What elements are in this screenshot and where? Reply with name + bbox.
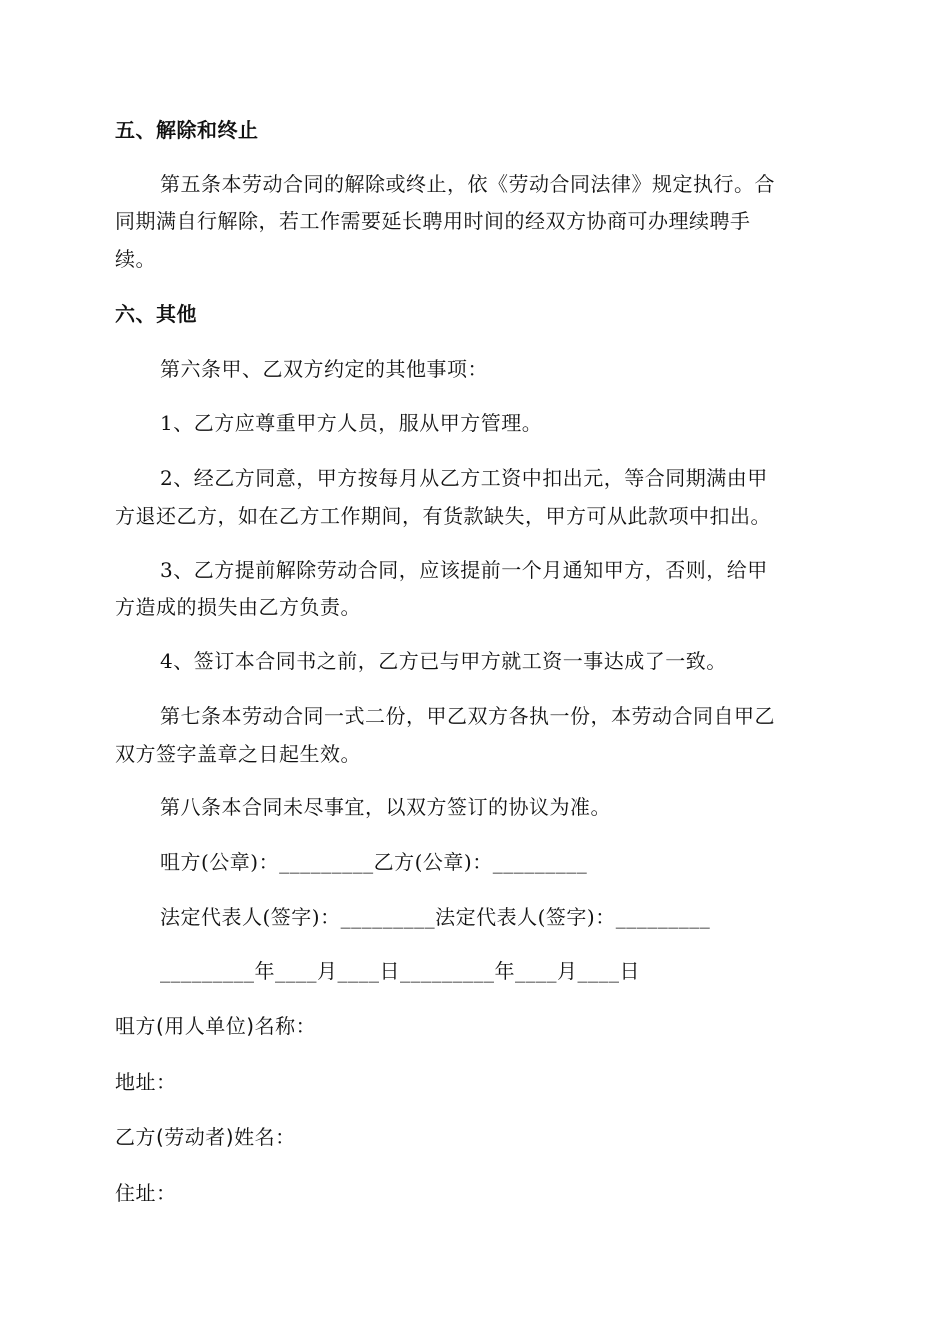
date-line: _________年____月____日_________年____月____日 — [160, 959, 640, 983]
item-3-line-1: 3、乙方提前解除劳动合同，应该提前一个月通知甲方，否则，给甲 — [160, 558, 768, 582]
item-1: 1、乙方应尊重甲方人员，服从甲方管理。 — [160, 411, 543, 435]
seal-signature-line: 咀方(公章)：_________乙方(公章)：_________ — [160, 850, 588, 874]
article-8: 第八条本合同未尽事宜，以双方签订的协议为准。 — [160, 795, 611, 819]
employee-name-field: 乙方(劳动者)姓名： — [115, 1125, 296, 1149]
section-heading-termination: 五、解除和终止 — [115, 118, 259, 142]
representative-signature-line: 法定代表人(签字)：_________法定代表人(签字)：_________ — [160, 905, 711, 929]
article-5-line-3: 续。 — [115, 247, 156, 271]
address-field: 地址： — [115, 1070, 177, 1094]
article-6-intro: 第六条甲、乙双方约定的其他事项： — [160, 357, 488, 381]
item-4: 4、签订本合同书之前，乙方已与甲方就工资一事达成了一致。 — [160, 649, 727, 673]
item-3-line-2: 方造成的损失由乙方负责。 — [115, 595, 361, 619]
article-5-line-2: 同期满自行解除，若工作需要延长聘用时间的经双方协商可办理续聘手 — [115, 209, 751, 233]
item-2-line-1: 2、经乙方同意，甲方按每月从乙方工资中扣出元，等合同期满由甲 — [160, 466, 768, 490]
residence-field: 住址： — [115, 1181, 177, 1205]
employer-name-field: 咀方(用人单位)名称： — [115, 1014, 317, 1038]
article-7-line-2: 双方签字盖章之日起生效。 — [115, 742, 361, 766]
section-heading-other: 六、其他 — [115, 302, 197, 326]
article-7-line-1: 第七条本劳动合同一式二份，甲乙双方各执一份，本劳动合同自甲乙 — [160, 704, 775, 728]
article-5-line-1: 第五条本劳动合同的解除或终止，依《劳动合同法律》规定执行。合 — [160, 172, 775, 196]
item-2-line-2: 方退还乙方，如在乙方工作期间，有货款缺失，甲方可从此款项中扣出。 — [115, 504, 771, 528]
